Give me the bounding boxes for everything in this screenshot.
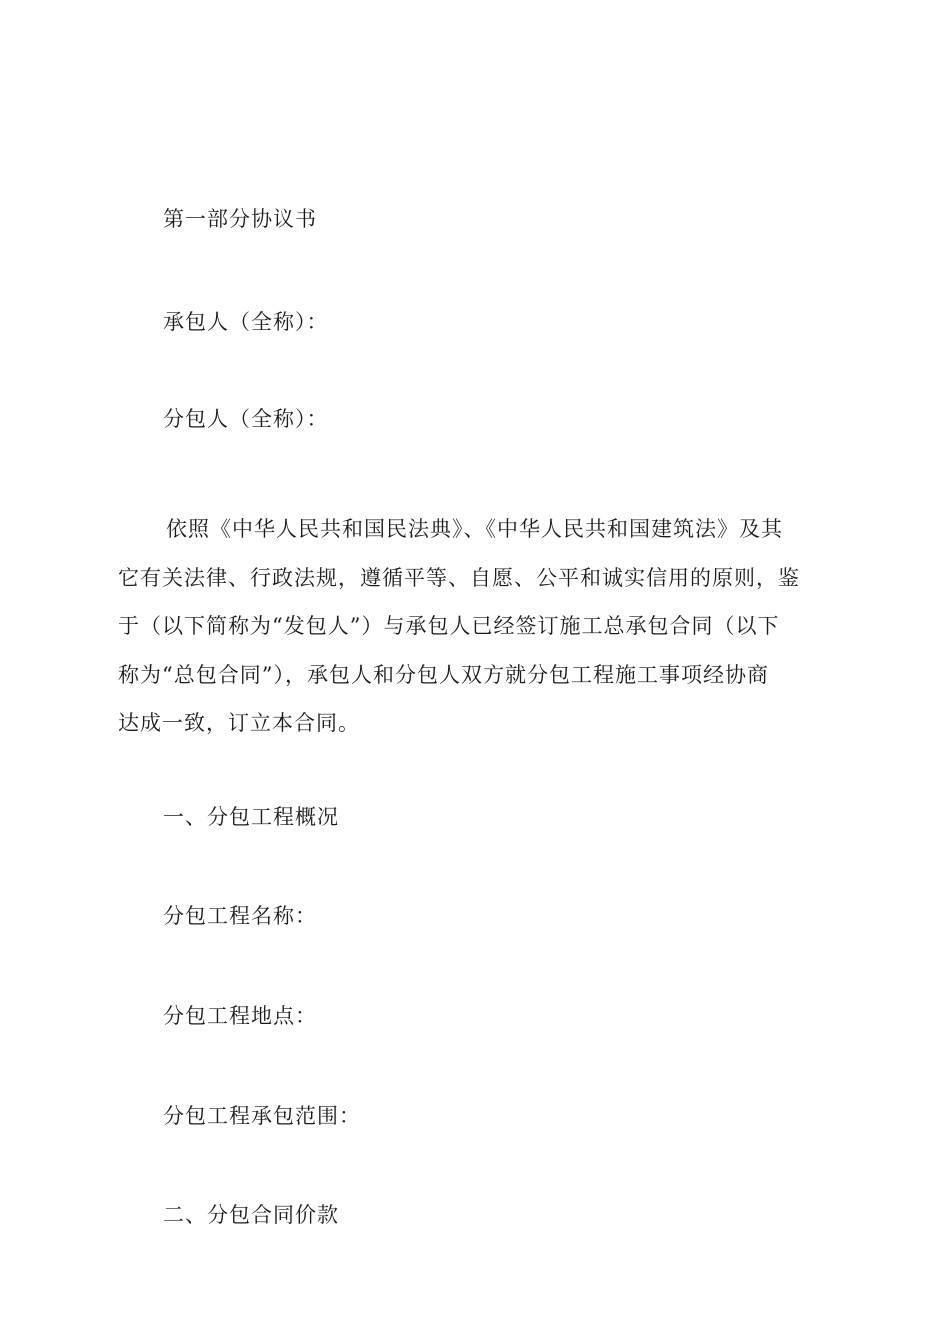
preamble-line: 它有关法律、行政法规，遵循平等、自愿、公平和诚实信用的原则，鉴 bbox=[118, 565, 800, 590]
contractor-label: 承包人（全称）： bbox=[163, 310, 329, 334]
project-scope-label: 分包工程承包范围： bbox=[163, 1104, 361, 1128]
subcontractor-label: 分包人（全称）： bbox=[163, 407, 329, 431]
preamble-line: 于（以下简称为“发包人”）与承包人已经签订施工总承包合同（以下 bbox=[118, 614, 780, 638]
preamble-paragraph bbox=[118, 505, 832, 748]
preamble-line: 依照《中华人民共和国民法典》、《中华人民共和国建筑法》及其 bbox=[166, 517, 783, 541]
preamble-line: 称为“总包合同”），承包人和分包人双方就分包工程施工事项经协商 bbox=[118, 662, 769, 687]
preamble-line: 达成一致，订立本合同。 bbox=[118, 711, 360, 735]
project-name-label: 分包工程名称： bbox=[163, 904, 317, 928]
part-title: 第一部分协议书 bbox=[163, 207, 317, 231]
section1-heading: 一、分包工程概况 bbox=[163, 805, 339, 829]
section2-heading: 二、分包合同价款 bbox=[163, 1203, 339, 1227]
project-location-label: 分包工程地点： bbox=[163, 1004, 317, 1028]
